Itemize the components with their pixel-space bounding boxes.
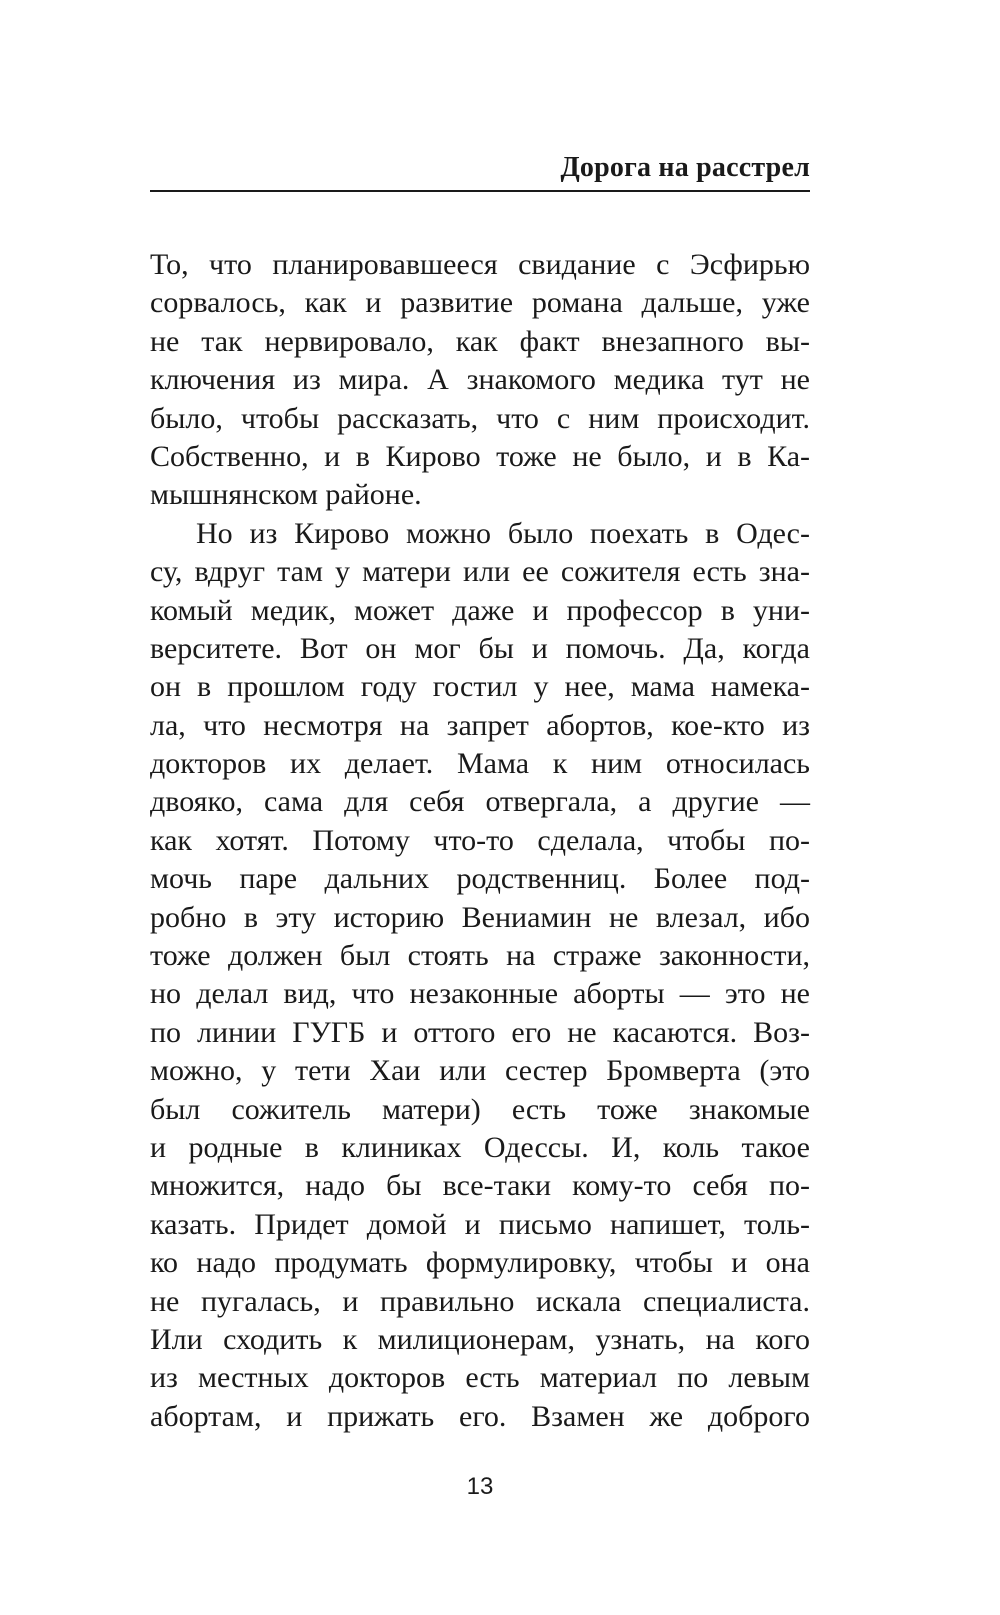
- text-line: по линии ГУГБ и оттого его не касаются. Воз-: [150, 1015, 810, 1049]
- text-line: Собственно, и в Кирово тоже не было, и в Ка-: [150, 439, 810, 473]
- text-line: ла, что несмотря на запрет абортов, кое-кто из: [150, 708, 810, 742]
- text-line: из местных докторов есть материал по левым: [150, 1361, 810, 1395]
- paragraph-2: [150, 515, 810, 1436]
- running-title: Дорога на расстрел: [560, 152, 810, 183]
- text-line: не пугалась, и правильно искала специалиста.: [150, 1284, 810, 1318]
- body-text: [150, 246, 810, 1436]
- text-line: множится, надо бы все-таки кому-то себя по-: [150, 1169, 810, 1203]
- text-line: мышнянском районе.: [150, 478, 422, 512]
- text-line: су, вдруг там у матери или ее сожителя есть зна-: [150, 555, 810, 589]
- text-line: не так нервировало, как факт внезапного вы-: [150, 324, 810, 358]
- text-line: ко надо продумать формулировку, чтобы и она: [150, 1246, 810, 1280]
- text-line: он в прошлом году гостил у нее, мама намека-: [150, 670, 810, 704]
- text-line: можно, у тети Хаи или сестер Бромверта (это: [150, 1054, 810, 1088]
- text-line: Но из Кирово можно было поехать в Одес-: [196, 516, 810, 550]
- text-line: То, что планировавшееся свидание с Эсфирью: [150, 248, 810, 281]
- text-line: робно в эту историю Вениамин не влезал, ибо: [150, 900, 810, 934]
- text-line: двояко, сама для себя отвергала, а другие —: [150, 785, 810, 819]
- text-line: сорвалось, как и развитие романа дальше, уже: [150, 286, 810, 320]
- text-line: Или сходить к милиционерам, узнать, на кого: [150, 1322, 810, 1356]
- page-number: 13: [466, 1473, 494, 1500]
- text-line: казать. Придет домой и письмо напишет, толь-: [150, 1207, 810, 1241]
- text-line: и родные в клиниках Одессы. И, коль такое: [150, 1130, 810, 1164]
- text-line: докторов их делает. Мама к ним относилась: [150, 747, 810, 781]
- running-header: [150, 150, 810, 192]
- text-line: ключения из мира. А знакомого медика тут не: [150, 363, 810, 397]
- text-line: было, чтобы рассказать, что с ним происходит.: [150, 401, 810, 435]
- text-line: комый медик, может даже и профессор в уни-: [150, 593, 810, 627]
- text-line: тоже должен был стоять на страже законности,: [150, 939, 810, 973]
- paragraph-1: [150, 246, 810, 515]
- text-line: был сожитель матери) есть тоже знакомые: [150, 1092, 810, 1126]
- text-line: как хотят. Потому что-то сделала, чтобы по-: [150, 823, 810, 857]
- text-line: верситете. Вот он мог бы и помочь. Да, когда: [150, 631, 810, 665]
- text-line: абортам, и прижать его. Взамен же доброго: [150, 1399, 810, 1433]
- text-line: но делал вид, что незаконные аборты — это не: [150, 977, 810, 1011]
- text-line: мочь паре дальних родственниц. Более под-: [150, 862, 810, 896]
